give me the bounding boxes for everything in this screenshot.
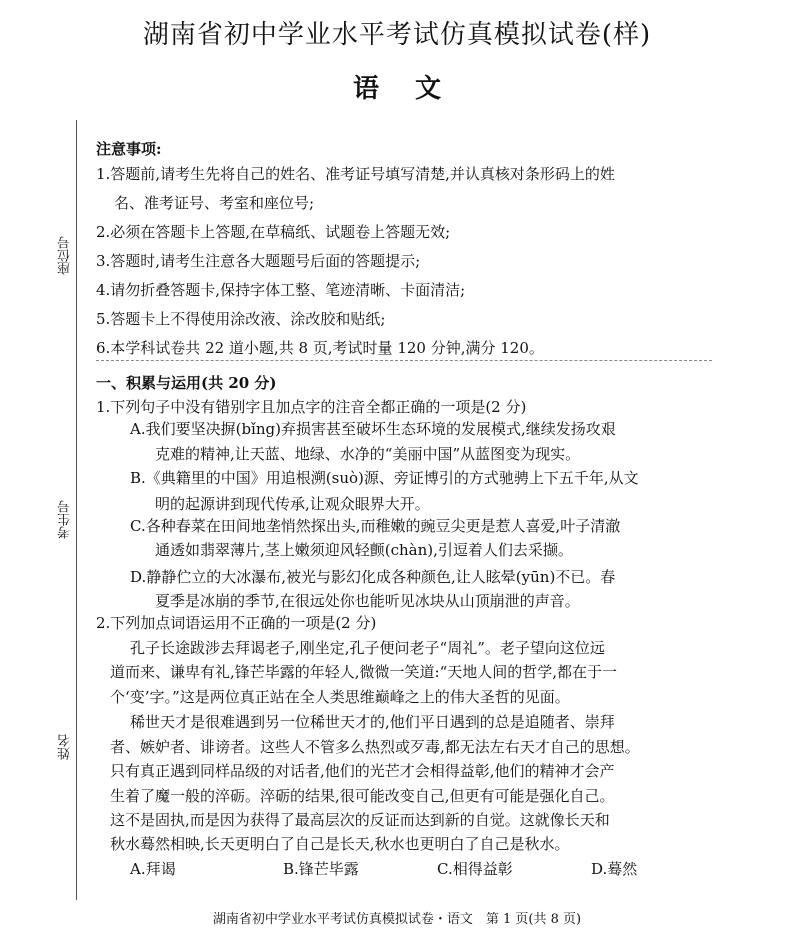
q1-option-a-line2: 克难的精神,让天蓝、地绿、水净的“美丽中国”从蓝图变为现实。: [155, 445, 581, 463]
q1-option-c-line1: C.各种春菜在田间地垄悄然探出头,而稚嫩的豌豆尖更是惹人喜爱,叶子清澈: [130, 517, 621, 535]
notice-item: 4.请勿折叠答题卡,保持字体工整、笔迹清晰、卡面清洁;: [96, 281, 466, 299]
question-2-stem: 2.下列加点词语运用不正确的一项是(2 分): [96, 614, 377, 632]
margin-label-candidate-number: 考生号: [58, 500, 76, 539]
notice-item: 2.必须在答题卡上答题,在草稿纸、试题卷上答题无效;: [96, 223, 451, 241]
q2-choice-b: B.锋芒毕露: [283, 860, 359, 878]
passage-line: 道而来、谦卑有礼,锋芒毕露的年轻人,微微一笑道:“天地人间的哲学,都在于一: [110, 663, 618, 681]
q2-choice-c: C.相得益彰: [437, 860, 513, 878]
q1-option-d-line2: 夏季是冰崩的季节,在很远处你也能听见冰块从山顶崩泄的声音。: [155, 592, 580, 610]
notice-list: [96, 160, 716, 363]
notice-item: 6.本学科试卷共 22 道小题,共 8 页,考试时量 120 分钟,满分 120。: [96, 339, 544, 357]
q2-choice-a: A.拜谒: [130, 860, 176, 878]
section-divider: [96, 360, 712, 361]
q1-option-b-line2: 明的起源讲到现代传承,让观众眼界大开。: [155, 495, 430, 513]
margin-label-seat-number: 座位号: [58, 236, 76, 275]
notice-item: 名、准考证号、考室和座位号;: [114, 194, 315, 212]
q1-option-a-line1: A.我们要坚决摒(bǐng)弃损害甚至破坏生态环境的发展模式,继续发扬攻艰: [130, 420, 616, 438]
q1-option-b-line1: B.《典籍里的中国》用追根溯(suò)源、旁证博引的方式驰骋上下五千年,从文: [130, 469, 639, 487]
q1-option-d-line1: D.静静伫立的大冰瀑布,被光与影幻化成各种颜色,让人眩晕(yūn)不已。春: [130, 568, 616, 586]
q1-option-c-line2: 通透如翡翠薄片,茎上嫩须迎风轻颤(chàn),引逗着人们去采撷。: [155, 541, 573, 559]
passage-line: 孔子长途跋涉去拜谒老子,刚坐定,孔子便问老子“周礼”。老子望向这位远: [130, 639, 605, 657]
passage-line: 者、嫉妒者、诽谤者。这些人不管多么热烈或歹毒,都无法左右天才自己的思想。: [110, 738, 640, 756]
passage-line: 这不是固执,而是因为获得了最高层次的反证而达到新的自觉。这就像长天和: [110, 811, 610, 829]
passage-line: 只有真正遇到同样品级的对话者,他们的光芒才会相得益彰,他们的精神才会产: [110, 762, 615, 780]
notice-item: 1.答题前,请考生先将自己的姓名、准考证号填写清楚,并认真核对条形码上的姓: [96, 165, 615, 183]
margin-label-name: 姓名: [58, 734, 76, 760]
subject-heading: 语文: [352, 74, 477, 104]
passage-line: 生着了魔一般的淬砺。淬砺的结果,很可能改变自己,但更有可能是强化自己。: [110, 787, 615, 805]
passage-line: 秋水蓦然相映,长天更明白了自己是长天,秋水也更明白了自己是秋水。: [110, 835, 570, 853]
notice-item: 5.答题卡上不得使用涂改液、涂改胶和贴纸;: [96, 310, 386, 328]
exam-title: 湖南省初中学业水平考试仿真模拟试卷(样): [142, 20, 652, 50]
passage-line: 个‘变’字。”这是两位真正站在全人类思维巅峰之上的伟大圣哲的见面。: [110, 688, 570, 706]
page-footer: 湖南省初中学业水平考试仿真模拟试卷・语文 第 1 页(共 8 页): [212, 912, 582, 927]
notice-heading: 注意事项:: [96, 140, 162, 158]
binding-line: [76, 120, 77, 900]
notice-item: 3.答题时,请考生注意各大题题号后面的答题提示;: [96, 252, 421, 270]
section-heading: 一、积累与运用(共 20 分): [96, 374, 277, 392]
q2-choice-d: D.蓦然: [591, 860, 638, 878]
passage-line: 稀世天才是很难遇到另一位稀世天才的,他们平日遇到的总是追随者、崇拜: [130, 713, 615, 731]
question-1-stem: 1.下列句子中没有错别字且加点字的注音全都正确的一项是(2 分): [96, 398, 527, 416]
